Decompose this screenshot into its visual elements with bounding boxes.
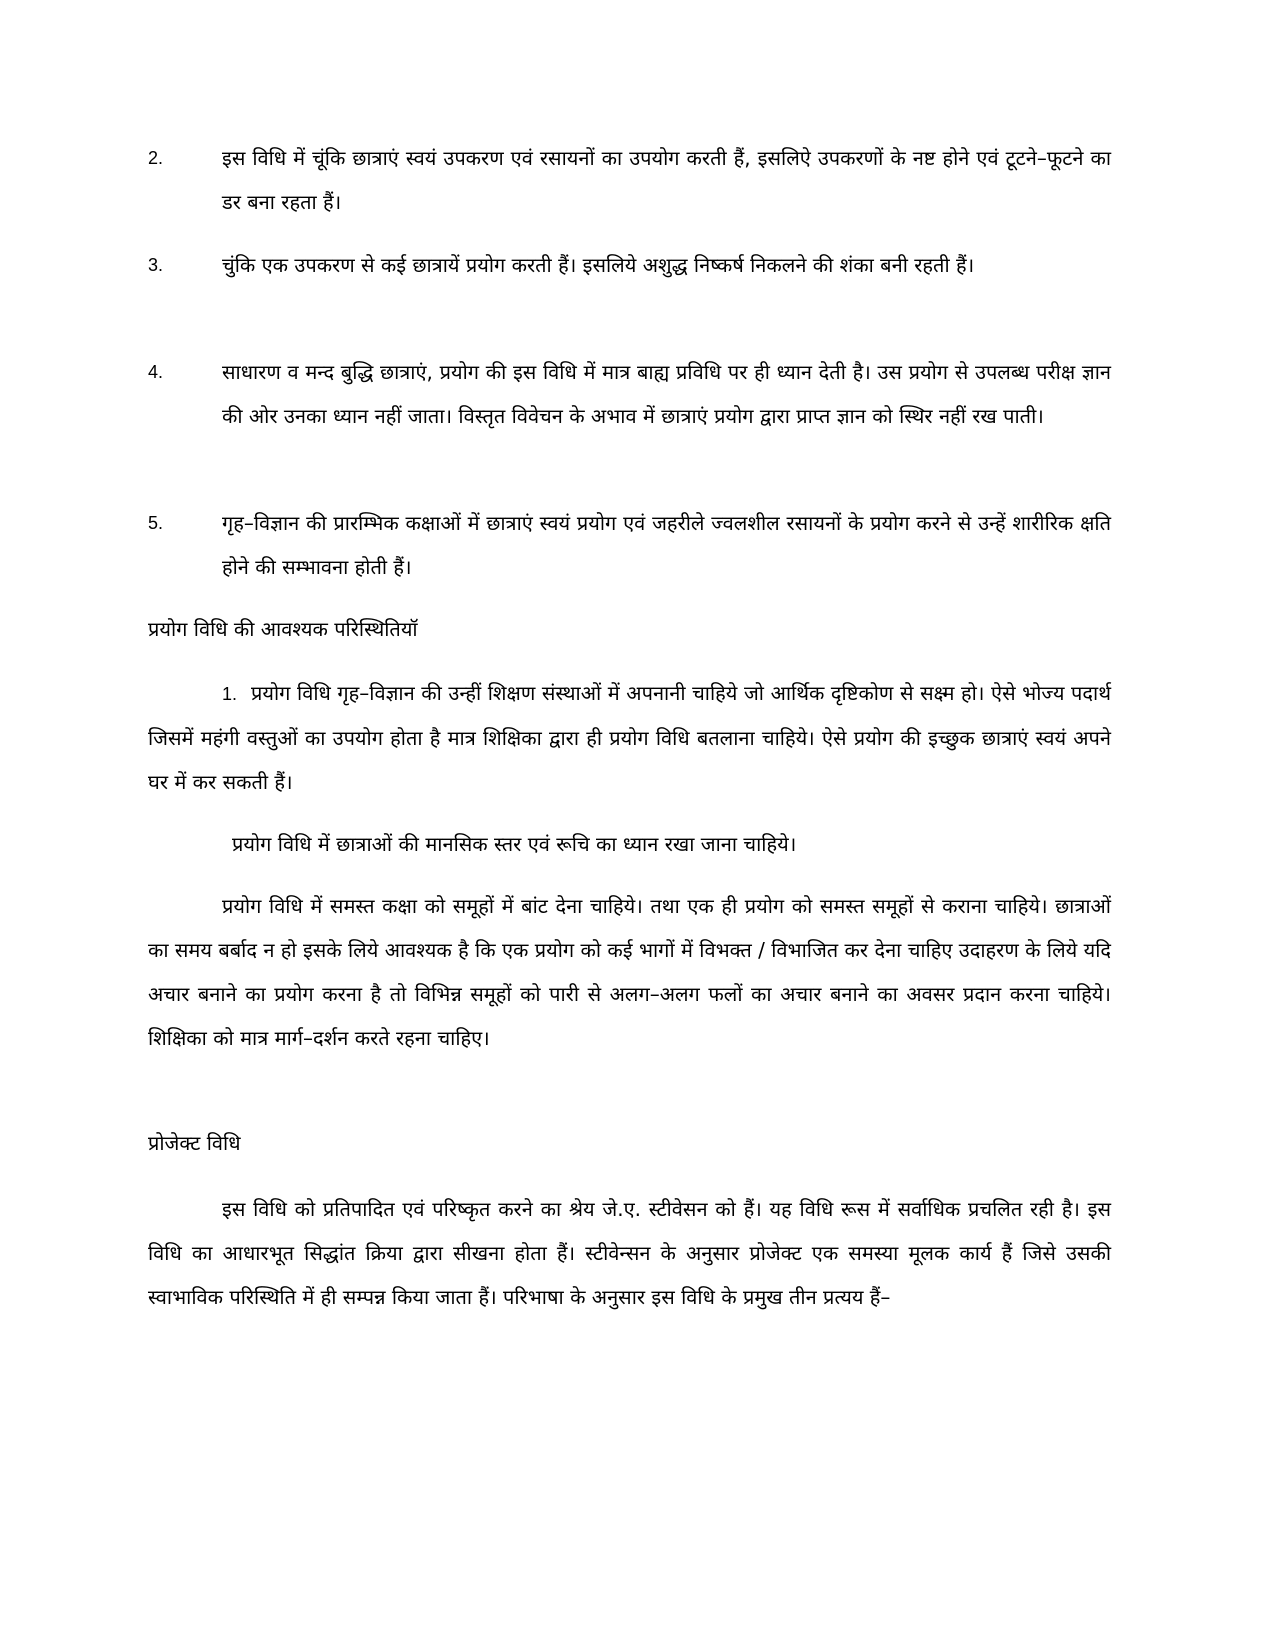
paragraph-3: प्रयोग विधि में समस्त कक्षा को समूहों में बांट देना चाहिये। तथा एक ही प्रयोग को समस्त समूहों से कराना चाहिये। छात्राओं का समय बर्बाद न हो इसके लिये आवश्यक है कि एक प्रयोग को कई भागों में विभक्त / विभाजित कर देना चाहिए उदाहरण के लिये यदि अचार बनाने का प्रयोग करना है तो विभिन्न समूहों को पारी से अलग–अलग फलों का अचार बनाने का अवसर प्रदान करना चाहिये। शिक्षिका को मात्र मार्ग–दर्शन करते रहना चाहिए।: [148, 894, 1111, 1050]
list-item-5: [148, 501, 1111, 589]
list-item-text: इस विधि में चूंकि छात्राएं स्वयं उपकरण एवं रसायनों का उपयोग करती हैं, इसलिऐ उपकरणों के नष्ट होने एवं टूटने–फूटने का डर बना रहता हैं।: [222, 146, 1111, 214]
paragraph-2: प्रयोग विधि में छात्राओं की मानसिक स्तर एवं रूचि का ध्यान रखा जाना चाहिये।: [232, 832, 797, 856]
list-item-text: गृह–विज्ञान की प्रारम्भिक कक्षाओं में छात्राएं स्वयं प्रयोग एवं जहरीले ज्वलशील रसायनों के प्रयोग करने से उन्हें शारीरिक क्षति होने की सम्भावना होती हैं।: [222, 511, 1111, 579]
section-heading-experiment-conditions: प्रयोग विधि की आवश्यक परिस्थितियॉ: [148, 617, 418, 641]
section-heading-project-method: प्रोजेक्ट विधि: [148, 1131, 241, 1155]
list-item-text: साधारण व मन्द बुद्धि छात्राएं, प्रयोग की इस विधि में मात्र बाह्य प्रविधि पर ही ध्यान देती है। उस प्रयोग से उपलब्ध परीक्ष ज्ञान की ओर उनका ध्यान नहीं जाता। विस्तृत विवेचन के अभाव में छात्राएं प्रयोग द्वारा प्राप्त ज्ञान को स्थिर नहीं रख पाती।: [222, 360, 1111, 428]
list-item-4: [148, 350, 1111, 438]
list-item-2: [148, 136, 1111, 224]
list-number: 3.: [148, 255, 164, 275]
list-item-text: चुंकि एक उपकरण से कई छात्रायें प्रयोग करती हैं। इसलिये अशुद्ध निष्कर्ष निकलने की शंका बनी रहती हैं।: [222, 253, 975, 277]
paragraph-text: प्रयोग विधि गृह–विज्ञान की उन्हीं शिक्षण संस्थाओं में अपनानी चाहिये जो आर्थिक दृष्टिकोण से सक्ष्म हो। ऐसे भोज्य पदार्थ जिसमें महंगी वस्तुओं का उपयोग होता है मात्र शिक्षिका द्वारा ही प्रयोग विधि बतलाना चाहिये। ऐसे प्रयोग की इच्छुक छात्राएं स्वयं अपने घर में कर सकती हैं।: [148, 681, 1111, 794]
list-number: 4.: [148, 362, 164, 382]
paragraph-1: [148, 671, 1111, 804]
list-item-3: [148, 243, 1111, 287]
paragraph-4: इस विधि को प्रतिपादित एवं परिष्कृत करने का श्रेय जे.ए. स्टीवेसन को हैं। यह विधि रूस में सर्वाधिक प्रचलित रही है। इस विधि का आधारभूत सिद्धांत क्रिया द्वारा सीखना होता हैं। स्टीवेन्सन के अनुसार प्रोजेक्ट एक समस्या मूलक कार्य हैं जिसे उसकी स्वाभाविक परिस्थिति में ही सम्पन्न किया जाता हैं। परिभाषा के अनुसार इस विधि के प्रमुख तीन प्रत्यय हैं–: [148, 1197, 1111, 1309]
paragraph-number: 1.: [222, 684, 238, 704]
list-number: 2.: [148, 148, 164, 168]
list-number: 5.: [148, 513, 164, 533]
